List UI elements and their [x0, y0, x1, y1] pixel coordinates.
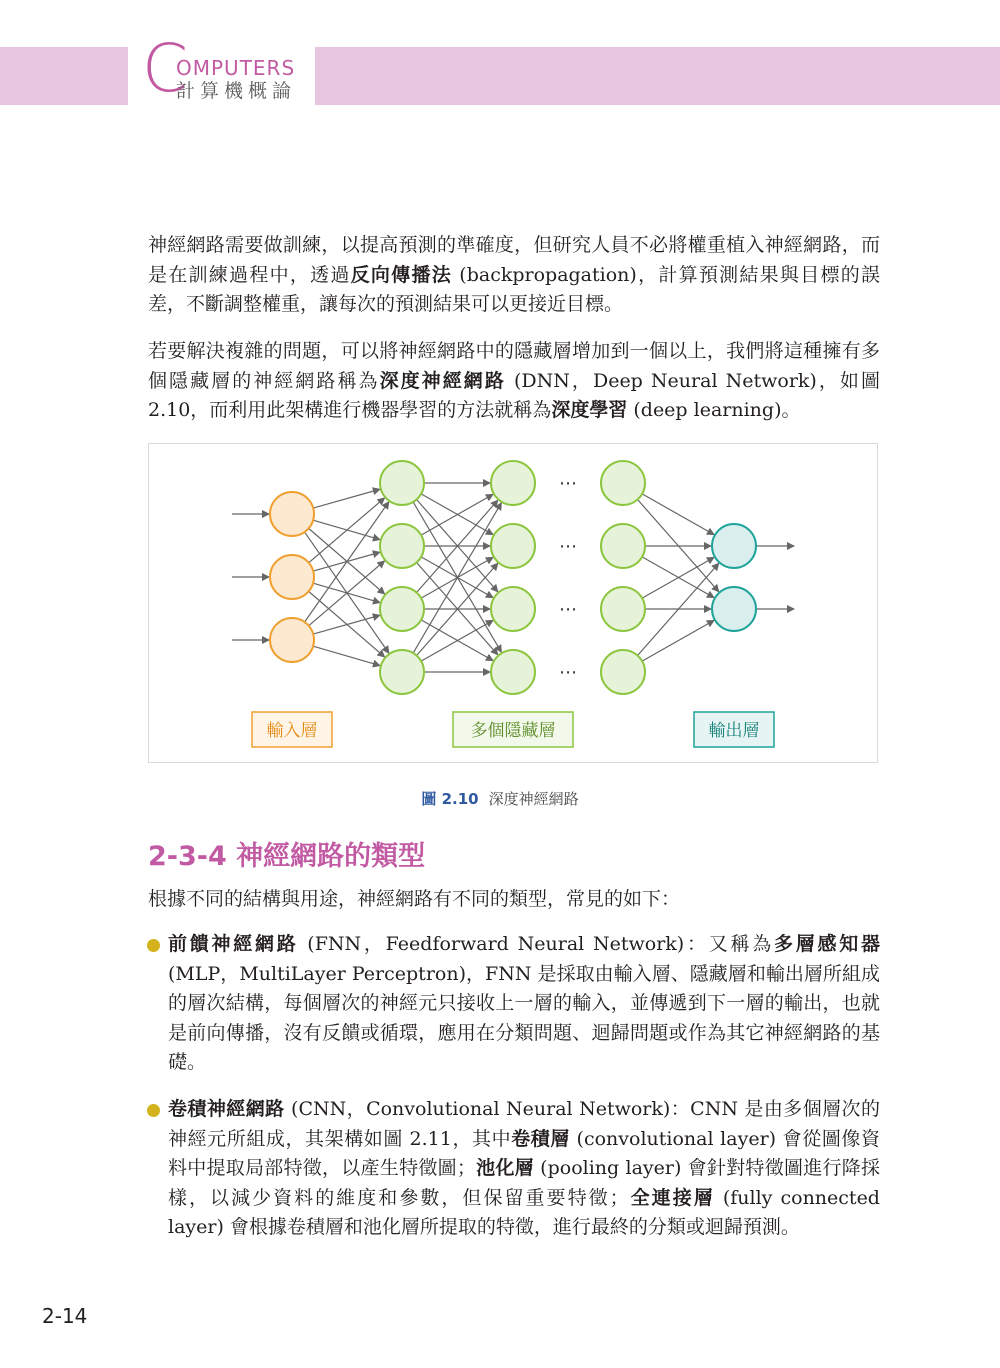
page-number: 2-14	[42, 1304, 88, 1328]
ellipsis-dots: ⋯	[559, 662, 577, 683]
hidden-neuron	[601, 650, 645, 694]
label-hidden-layers	[453, 712, 573, 747]
term-cnn: 卷積神經網路	[168, 1098, 285, 1120]
text-span: (convolutional layer) 會從圖像資料中提取局部特徵，以產生特徵圖；	[168, 1127, 880, 1179]
label-hidden-layers-text: 多個隱藏層	[470, 721, 556, 741]
text-span: (backpropagation)，計算預測結果與目標的誤差，不斷調整權重，讓每次的預測結果可以更接近目標。	[148, 263, 880, 315]
connection-arrow	[642, 620, 714, 661]
label-input-layer-text: 輸入層	[266, 721, 318, 741]
connection-arrow	[305, 502, 389, 622]
connection-arrow	[313, 646, 380, 665]
ellipsis-dots: ⋯	[559, 599, 577, 620]
text-span: (pooling layer) 會針對特徵圖進行降採樣，以減少資料的維度和參數，但保留重要特徵；	[168, 1157, 880, 1209]
section-intro: 根據不同的結構與用途，神經網路有不同的類型，常見的如下：	[148, 888, 681, 910]
connection-arrow	[309, 498, 385, 563]
hidden-neuron	[380, 650, 424, 694]
connection-arrow	[642, 494, 714, 535]
term-fnn: 前饋神經網路	[168, 933, 299, 955]
input-neuron	[270, 492, 314, 536]
text-span: (MLP，MultiLayer Perceptron)，FNN 是採取由輸入層、隱藏層和輸出層所組成的層次結構，每個層次的神經元只接收上一層的輸入，並傳遞到下一層的輸出，也就是前向傳播，沒有反饋或循環，應用在分類問題、迴歸問題或作為其它神經網路的基礎。	[168, 962, 880, 1073]
section-title: 2-3-4 神經網路的類型	[148, 841, 426, 872]
term-mlp: 多層感知器	[773, 933, 880, 955]
term-deep-learning: 深度學習	[551, 399, 628, 421]
term-backpropagation: 反向傳播法	[350, 263, 452, 286]
text-span: (fully connected layer) 會根據卷積層和池化層所提取的特徵，進行最終的分類或迴歸預測。	[168, 1186, 880, 1238]
text-span: (deep learning)。	[627, 399, 801, 421]
label-output-layer-text: 輸出層	[708, 721, 760, 741]
header-title-zh: 計算機概論	[176, 80, 297, 102]
hidden-neuron	[380, 461, 424, 505]
figure-caption	[0, 788, 1000, 809]
term-conv-layer: 卷積層	[511, 1127, 570, 1150]
hidden-neuron	[491, 461, 535, 505]
hidden-neuron	[491, 524, 535, 568]
input-neuron	[270, 618, 314, 662]
label-input-layer	[252, 712, 332, 747]
list-item-cnn	[168, 1095, 880, 1243]
input-neuron	[270, 555, 314, 599]
caption-text: 深度神經網路	[488, 790, 579, 808]
hidden-neuron	[601, 461, 645, 505]
caption-number: 圖 2.10	[421, 790, 479, 808]
connection-arrow	[313, 489, 380, 508]
bullet-icon	[147, 939, 160, 952]
bullet-icon	[147, 1104, 160, 1117]
output-neuron	[712, 587, 756, 631]
label-output-layer	[694, 712, 774, 747]
hidden-neuron	[601, 524, 645, 568]
connection-arrow	[313, 615, 380, 634]
hidden-neuron	[491, 650, 535, 694]
text-span: (DNN，Deep Neural Network)，如圖 2.10，而利用此架構進行機器學習的方法就稱為	[148, 369, 880, 421]
header-letter: C	[142, 30, 189, 107]
hidden-neuron	[380, 524, 424, 568]
text-span: 神經網路需要做訓練，以提高預測的準確度，但研究人員不必將權重植入神經網路，而是在訓練過程中，透過	[148, 234, 880, 286]
connection-arrow	[309, 561, 385, 626]
text-span: (CNN，Convolutional Neural Network)：CNN 是由多個層次的神經元所組成，其架構如圖 2.11，其中	[168, 1098, 880, 1150]
term-fc-layer: 全連接層	[628, 1186, 715, 1209]
text-span: 若要解決複雜的問題，可以將神經網路中的隱藏層增加到一個以上，我們將這種擁有多個隱藏層的神經網路稱為	[148, 340, 880, 392]
ellipsis-dots: ⋯	[559, 473, 577, 494]
text-span: (FNN，Feedforward Neural Network)：又稱為	[298, 933, 774, 955]
list-item-fnn	[168, 930, 880, 1078]
output-neuron	[712, 524, 756, 568]
ellipsis-dots: ⋯	[559, 536, 577, 557]
term-dnn: 深度神經網路	[379, 369, 506, 392]
hidden-neuron	[601, 587, 645, 631]
term-pooling-layer: 池化層	[475, 1157, 534, 1179]
header-title-en: OMPUTERS	[176, 56, 296, 80]
hidden-neuron	[491, 587, 535, 631]
hidden-neuron	[380, 587, 424, 631]
